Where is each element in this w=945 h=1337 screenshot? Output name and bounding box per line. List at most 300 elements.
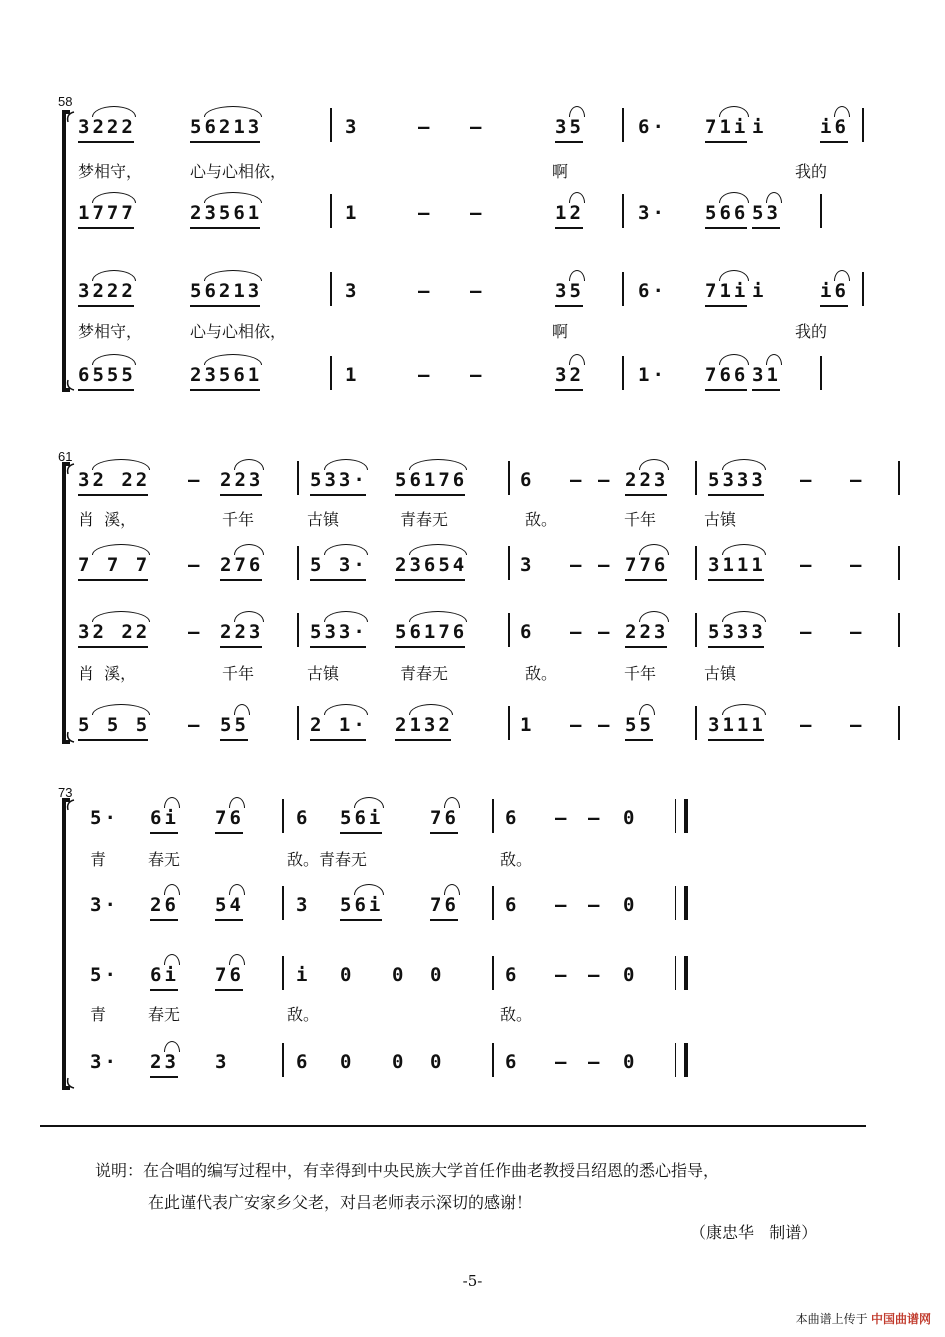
barline	[492, 799, 494, 833]
note-group: 3	[345, 116, 360, 138]
note-group: 71i	[705, 280, 749, 302]
page-number: -5-	[462, 1272, 483, 1290]
lyric-syllables: 啊	[552, 162, 569, 181]
barline	[282, 1043, 284, 1077]
note-group: –	[470, 202, 485, 224]
lyric-syllables: 青	[90, 850, 107, 869]
slur-arc	[229, 954, 245, 965]
note-group: 26	[150, 894, 179, 916]
beam-underline	[150, 989, 178, 991]
credit-site: 中国曲谱网	[870, 1312, 931, 1326]
footer-divider	[40, 1125, 866, 1127]
beam-underline	[625, 494, 667, 496]
note-group: 23654	[395, 554, 468, 576]
beam-underline	[310, 739, 366, 741]
barline	[695, 461, 697, 495]
note-group: –	[588, 1051, 603, 1073]
lyric-syllables: 梦相守，	[78, 322, 143, 341]
note-group: 6555	[78, 364, 136, 386]
note-group: 76	[215, 964, 244, 986]
slur-arc	[164, 884, 180, 895]
note-group: 0	[340, 1051, 355, 1073]
slur-arc	[444, 797, 460, 808]
barline	[508, 546, 510, 580]
barline	[695, 706, 697, 740]
final-barline	[675, 1043, 688, 1077]
note-group: 56i	[340, 894, 384, 916]
note-group: –	[188, 714, 203, 736]
note-group: 0	[623, 964, 638, 986]
note-group: 1	[520, 714, 535, 736]
note-group: 0	[623, 807, 638, 829]
note-group: 5 5 5	[78, 714, 151, 736]
note-group: –	[418, 202, 433, 224]
note-group: 35	[555, 116, 584, 138]
lyric-syllables: 梦相守，	[78, 162, 143, 181]
beam-underline	[705, 141, 747, 143]
note-group: –	[850, 621, 865, 643]
note-group: 3111	[708, 554, 766, 576]
beam-underline	[555, 305, 583, 307]
note-line-2: 在此谨代表广安家乡父老，对吕老师表示深切的感谢！	[148, 1193, 533, 1212]
slur-arc	[234, 611, 264, 622]
lyric-syllables: 我的	[795, 162, 828, 181]
staff-bracket	[56, 462, 76, 744]
barline	[297, 546, 299, 580]
slur-arc	[234, 459, 264, 470]
note-group: –	[570, 621, 585, 643]
slur-arc	[569, 270, 585, 281]
barline	[622, 272, 624, 306]
slur-arc	[92, 459, 150, 470]
lyric-syllables: 青春无	[400, 664, 449, 683]
slur-arc	[164, 797, 180, 808]
note-group: 3222	[78, 116, 136, 138]
beam-underline	[220, 579, 262, 581]
slur-arc	[92, 544, 150, 555]
note-group: 6	[505, 964, 520, 986]
note-group: 0	[392, 1051, 407, 1073]
beam-underline	[820, 141, 848, 143]
note-group: –	[800, 469, 815, 491]
note-group: 6	[505, 894, 520, 916]
note-group: –	[588, 964, 603, 986]
barline	[492, 886, 494, 920]
barline	[898, 706, 900, 740]
note-group: 56213	[190, 116, 263, 138]
lyric-syllables: 肖 溪，	[78, 664, 137, 683]
note-group: –	[800, 621, 815, 643]
note-group: 31	[752, 364, 781, 386]
lyric-syllables: 心与心相依，	[190, 162, 287, 181]
slur-arc	[639, 611, 669, 622]
barline	[297, 613, 299, 647]
slur-arc	[354, 884, 384, 895]
beam-underline	[310, 646, 366, 648]
final-barline	[675, 799, 688, 833]
note-group: 6	[296, 807, 311, 829]
barline	[330, 356, 332, 390]
note-group: 276	[220, 554, 264, 576]
credit-prefix: 本曲谱上传于	[795, 1312, 868, 1326]
final-barline	[675, 886, 688, 920]
barline	[862, 272, 864, 306]
measure-number: 73	[58, 785, 73, 800]
slur-arc	[639, 544, 669, 555]
barline	[820, 356, 822, 390]
staff-bracket	[56, 798, 76, 1090]
note-group: i6	[820, 280, 849, 302]
slur-arc	[639, 459, 669, 470]
note-group: –	[598, 621, 613, 643]
slur-arc	[569, 106, 585, 117]
note-group: –	[570, 469, 585, 491]
beam-underline	[310, 494, 366, 496]
note-group: 35	[555, 280, 584, 302]
barline	[492, 1043, 494, 1077]
note-group: –	[188, 554, 203, 576]
note-group: 6	[505, 1051, 520, 1073]
beam-underline	[820, 305, 848, 307]
beam-underline	[705, 389, 747, 391]
note-group: 32 22	[78, 469, 151, 491]
lyric-syllables: 千年	[222, 510, 255, 529]
beam-underline	[340, 832, 382, 834]
slur-arc	[722, 704, 766, 715]
lyric-syllables: 古镇	[307, 664, 340, 683]
note-group: 3	[296, 894, 311, 916]
note-group: –	[588, 894, 603, 916]
note-group: 23561	[190, 202, 263, 224]
beam-underline	[215, 989, 243, 991]
beam-underline	[708, 646, 764, 648]
slur-arc	[229, 797, 245, 808]
measure-number: 58	[58, 94, 73, 109]
beam-underline	[395, 739, 451, 741]
note-group: 6i	[150, 807, 179, 829]
note-group: –	[598, 469, 613, 491]
barline	[820, 194, 822, 228]
slur-arc	[92, 354, 136, 365]
beam-underline	[395, 579, 465, 581]
note-group: 56176	[395, 469, 468, 491]
note-group: 533·	[310, 469, 368, 491]
note-group: –	[418, 116, 433, 138]
note-group: –	[598, 554, 613, 576]
note-group: 3·	[90, 894, 119, 916]
lyric-syllables: 敌。	[287, 1005, 320, 1024]
note-group: 23561	[190, 364, 263, 386]
beam-underline	[78, 141, 134, 143]
beam-underline	[555, 389, 583, 391]
slur-arc	[639, 704, 655, 715]
note-group: –	[470, 364, 485, 386]
note-group: 2132	[395, 714, 453, 736]
beam-underline	[190, 389, 260, 391]
barline	[898, 613, 900, 647]
barline	[508, 706, 510, 740]
note-group: –	[555, 1051, 570, 1073]
final-barline	[675, 956, 688, 990]
note-group: –	[555, 894, 570, 916]
slur-arc	[324, 611, 368, 622]
note-group: 223	[625, 621, 669, 643]
note-group: –	[418, 364, 433, 386]
lyric-syllables: 敌。	[500, 850, 533, 869]
slur-arc	[204, 192, 262, 203]
lyric-syllables: 青春无	[400, 510, 449, 529]
lyric-syllables: 古镇	[704, 510, 737, 529]
beam-underline	[340, 919, 382, 921]
beam-underline	[220, 494, 262, 496]
upload-credit	[796, 1310, 931, 1327]
note-group: –	[588, 807, 603, 829]
note-group: 5333	[708, 621, 766, 643]
barline	[622, 356, 624, 390]
note-group: 76	[430, 807, 459, 829]
note-group: 53	[752, 202, 781, 224]
note-group: –	[850, 714, 865, 736]
barline	[898, 461, 900, 495]
note-group: –	[555, 964, 570, 986]
note-group: 766	[705, 364, 749, 386]
note-group: 5·	[90, 964, 119, 986]
note-group: 0	[430, 964, 445, 986]
slur-arc	[324, 459, 368, 470]
beam-underline	[150, 832, 178, 834]
barline	[695, 613, 697, 647]
note-group: 6	[296, 1051, 311, 1073]
beam-underline	[78, 579, 148, 581]
measure-number: 61	[58, 449, 73, 464]
barline	[297, 461, 299, 495]
beam-underline	[215, 832, 243, 834]
note-group: 223	[625, 469, 669, 491]
note-line-1: 说明：在合唱的编写过程中，有幸得到中央民族大学首任作曲老教授吕绍恩的悉心指导，	[95, 1161, 720, 1180]
slur-arc	[409, 459, 467, 470]
slur-arc	[234, 704, 250, 715]
beam-underline	[625, 739, 653, 741]
staff-bracket	[56, 110, 76, 392]
note-group: –	[570, 554, 585, 576]
note-group: –	[800, 554, 815, 576]
beam-underline	[190, 227, 260, 229]
note-group: 3	[520, 554, 535, 576]
slur-arc	[722, 611, 766, 622]
lyric-syllables: 千年	[222, 664, 255, 683]
beam-underline	[220, 739, 248, 741]
slur-arc	[92, 192, 136, 203]
slur-arc	[722, 544, 766, 555]
lyric-syllables: 敌。	[525, 664, 558, 683]
lyric-syllables: 千年	[624, 664, 657, 683]
note-group: 7 7 7	[78, 554, 151, 576]
note-group: 6i	[150, 964, 179, 986]
note-group: 223	[220, 469, 264, 491]
slur-arc	[92, 611, 150, 622]
lyric-syllables: 敌。青春无	[287, 850, 368, 869]
note-group: –	[470, 280, 485, 302]
note-group: 3	[345, 280, 360, 302]
note-group: –	[570, 714, 585, 736]
barline	[862, 108, 864, 142]
note-group: 1777	[78, 202, 136, 224]
beam-underline	[78, 494, 148, 496]
slur-arc	[719, 106, 749, 117]
note-group: 54	[215, 894, 244, 916]
note-group: 1	[345, 202, 360, 224]
barline	[508, 461, 510, 495]
note-group: –	[188, 469, 203, 491]
arranger-signature: （康忠华 制谱）	[690, 1223, 818, 1242]
note-group: i6	[820, 116, 849, 138]
note-group: 3·	[90, 1051, 119, 1073]
lyric-syllables: 千年	[624, 510, 657, 529]
note-group: i	[752, 280, 767, 302]
beam-underline	[215, 919, 243, 921]
slur-arc	[204, 106, 262, 117]
lyric-syllables: 敌。	[525, 510, 558, 529]
beam-underline	[625, 646, 667, 648]
beam-underline	[752, 389, 780, 391]
beam-underline	[220, 646, 262, 648]
note-group: 6	[505, 807, 520, 829]
note-group: 6	[520, 621, 535, 643]
barline	[330, 108, 332, 142]
lyric-syllables: 古镇	[307, 510, 340, 529]
note-group: 32	[555, 364, 584, 386]
note-group: 0	[430, 1051, 445, 1073]
barline	[492, 956, 494, 990]
note-group: 56213	[190, 280, 263, 302]
slur-arc	[834, 106, 850, 117]
slur-arc	[409, 544, 467, 555]
slur-arc	[324, 544, 368, 555]
beam-underline	[555, 141, 583, 143]
beam-underline	[708, 579, 764, 581]
note-group: –	[555, 807, 570, 829]
note-group: 71i	[705, 116, 749, 138]
slur-arc	[409, 611, 467, 622]
beam-underline	[78, 305, 134, 307]
barline	[282, 956, 284, 990]
beam-underline	[78, 227, 134, 229]
lyric-syllables: 心与心相依，	[190, 322, 287, 341]
note-group: –	[470, 116, 485, 138]
beam-underline	[78, 389, 134, 391]
note-group: 55	[625, 714, 654, 736]
beam-underline	[78, 646, 148, 648]
note-group: –	[418, 280, 433, 302]
slur-arc	[164, 1041, 180, 1052]
note-group: –	[598, 714, 613, 736]
note-group: 56i	[340, 807, 384, 829]
beam-underline	[430, 832, 458, 834]
note-group: 3222	[78, 280, 136, 302]
lyric-syllables: 春无	[148, 1005, 181, 1024]
note-group: 0	[392, 964, 407, 986]
note-group: 76	[215, 807, 244, 829]
slur-arc	[92, 704, 150, 715]
note-group: 3	[215, 1051, 230, 1073]
note-group: –	[850, 469, 865, 491]
note-group: 2 1·	[310, 714, 368, 736]
slur-arc	[834, 270, 850, 281]
note-group: 5 3·	[310, 554, 368, 576]
note-group: 6·	[638, 280, 667, 302]
slur-arc	[766, 192, 782, 203]
note-group: 3111	[708, 714, 766, 736]
lyric-syllables: 敌。	[500, 1005, 533, 1024]
slur-arc	[569, 354, 585, 365]
note-group: 223	[220, 621, 264, 643]
beam-underline	[555, 227, 583, 229]
note-group: 76	[430, 894, 459, 916]
barline	[898, 546, 900, 580]
slur-arc	[324, 704, 368, 715]
slur-arc	[234, 544, 264, 555]
note-group: 56176	[395, 621, 468, 643]
beam-underline	[705, 305, 747, 307]
barline	[297, 706, 299, 740]
note-group: 23	[150, 1051, 179, 1073]
slur-arc	[766, 354, 782, 365]
barline	[622, 108, 624, 142]
slur-arc	[354, 797, 384, 808]
slur-arc	[204, 270, 262, 281]
note-group: 566	[705, 202, 749, 224]
beam-underline	[395, 494, 465, 496]
barline	[508, 613, 510, 647]
slur-arc	[204, 354, 262, 365]
beam-underline	[190, 305, 260, 307]
beam-underline	[190, 141, 260, 143]
lyric-syllables: 青	[90, 1005, 107, 1024]
note-group: 1·	[638, 364, 667, 386]
note-group: 32 22	[78, 621, 151, 643]
barline	[282, 799, 284, 833]
slur-arc	[569, 192, 585, 203]
note-group: 5·	[90, 807, 119, 829]
lyric-syllables: 春无	[148, 850, 181, 869]
barline	[282, 886, 284, 920]
slur-arc	[92, 106, 136, 117]
beam-underline	[708, 494, 764, 496]
barline	[330, 272, 332, 306]
note-group: 5333	[708, 469, 766, 491]
lyric-syllables: 肖 溪，	[78, 510, 137, 529]
beam-underline	[705, 227, 747, 229]
slur-arc	[92, 270, 136, 281]
slur-arc	[164, 954, 180, 965]
lyric-syllables: 啊	[552, 322, 569, 341]
barline	[622, 194, 624, 228]
beam-underline	[625, 579, 667, 581]
note-group: –	[850, 554, 865, 576]
slur-arc	[444, 884, 460, 895]
note-group: 12	[555, 202, 584, 224]
beam-underline	[708, 739, 764, 741]
lyric-syllables: 我的	[795, 322, 828, 341]
note-group: 0	[623, 1051, 638, 1073]
note-group: 55	[220, 714, 249, 736]
beam-underline	[150, 1076, 178, 1078]
barline	[330, 194, 332, 228]
note-group: 1	[345, 364, 360, 386]
beam-underline	[150, 919, 178, 921]
beam-underline	[78, 739, 148, 741]
barline	[695, 546, 697, 580]
